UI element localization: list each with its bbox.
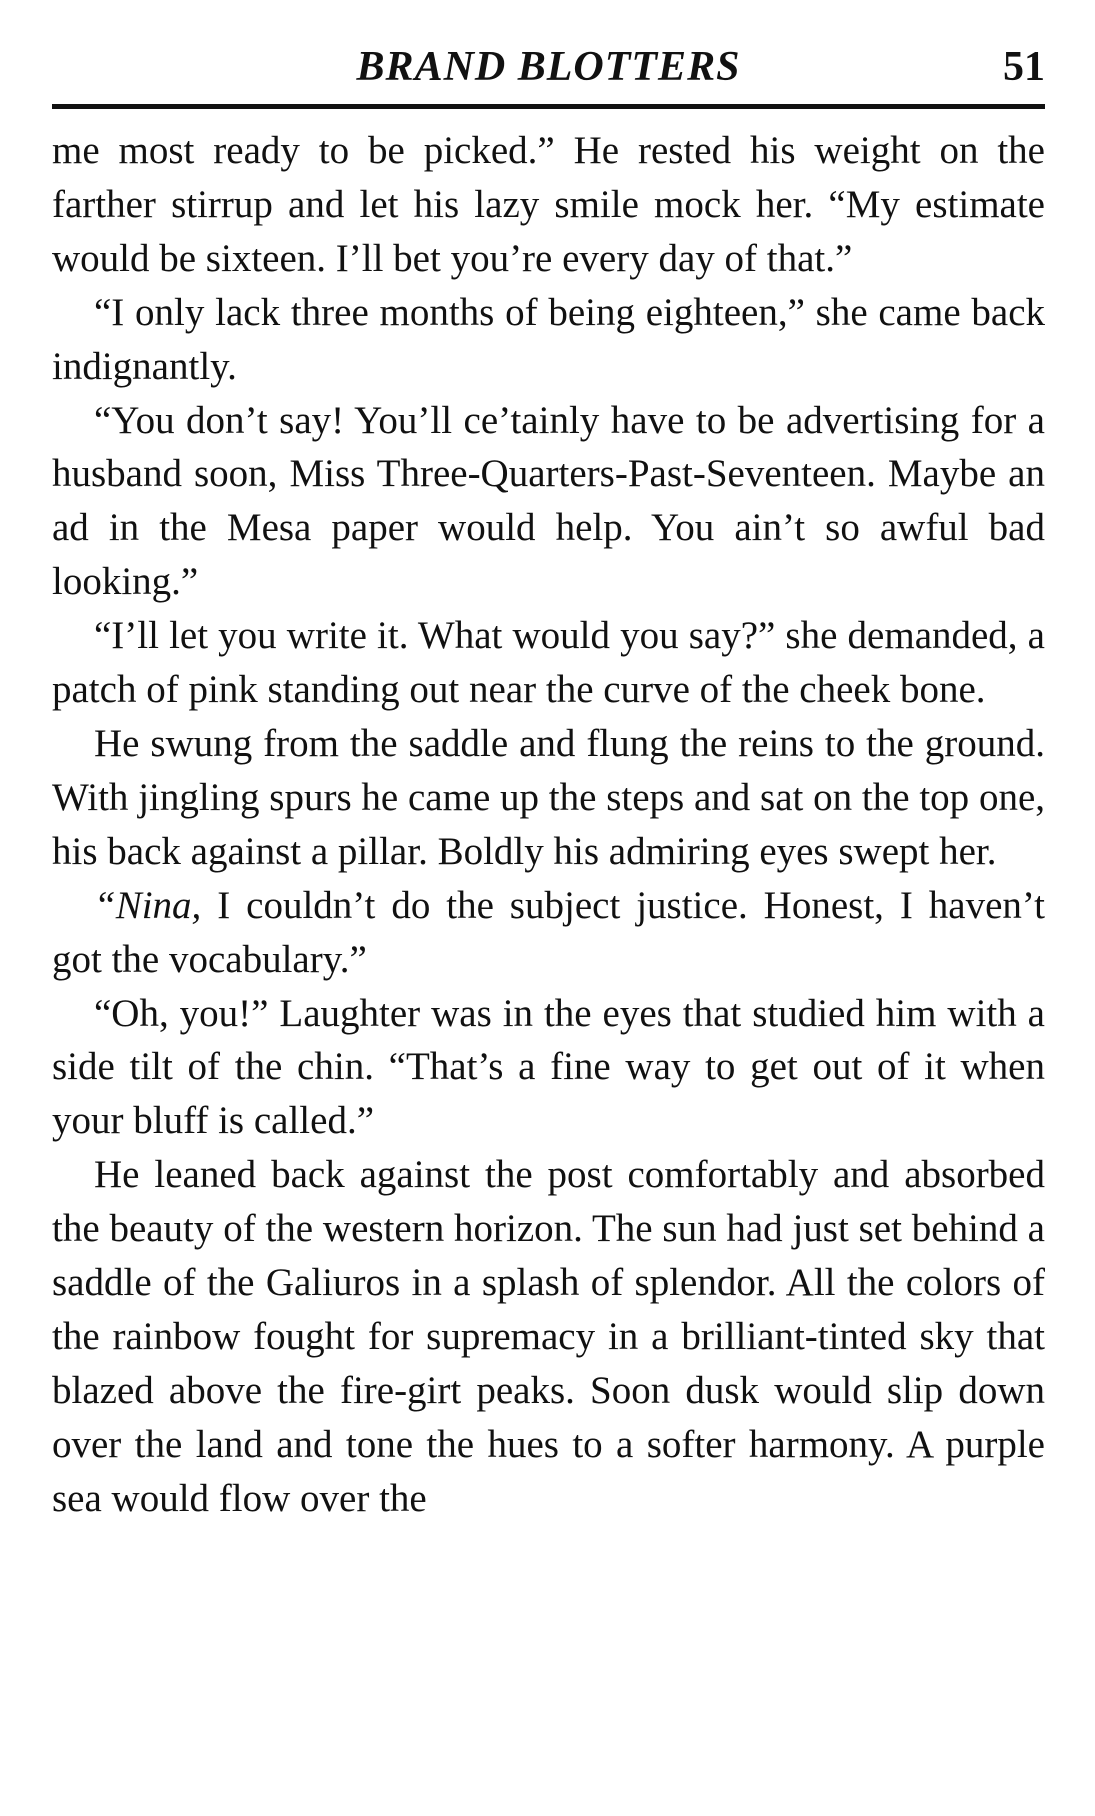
paragraph-text: “Oh, you!” Laughter was in the eyes that studied him with a side tilt of the chin. “That’s a fine way to get out of it when your bluff is called.” [52, 991, 1045, 1143]
page-number: 51 [1003, 44, 1045, 90]
book-page [52, 40, 1045, 1520]
paragraph-1 [52, 124, 1045, 286]
header-rule [52, 104, 1045, 109]
paragraph-text: He leaned back against the post comfortably and absorbed the beauty of the western horizon. The sun had just set behind a saddle of the Galiuros in a splash of splendor. All the colors of the rainbow fought for supremacy in a brilliant-tinted sky that blazed above the fire-girt peaks. Soon dusk would slip down over the land and tone the hues to a softer harmony. A purple sea would flow over the [52, 1153, 1045, 1520]
paragraph-italic-text: “Nina, [94, 883, 202, 927]
page-body [52, 124, 1045, 1526]
paragraph-4 [52, 609, 1045, 717]
paragraph-text: He swung from the saddle and flung the reins to the ground. With jingling spurs he came up the steps and sat on the top one, his back against a pillar. Boldly his admiring eyes swept her. [52, 721, 1045, 873]
paragraph-3 [52, 394, 1045, 610]
running-title: BRAND BLOTTERS [356, 44, 741, 90]
paragraph-7 [52, 987, 1045, 1149]
paragraph-text: I couldn’t do the subject justice. Honest, I haven’t got the vocabulary.” [52, 883, 1045, 981]
paragraph-text: “I only lack three months of being eighteen,” she came back indignantly. [52, 290, 1045, 388]
paragraph-2 [52, 286, 1045, 394]
paragraph-8 [52, 1148, 1045, 1525]
paragraph-5 [52, 717, 1045, 879]
page-header [52, 40, 1045, 102]
paragraph-text: “I’ll let you write it. What would you say?” she demanded, a patch of pink standing out near the curve of the cheek bone. [52, 614, 1045, 712]
paragraph-text: “You don’t say! You’ll ce’tainly have to be advertising for a husband soon, Miss Three-Quarters-Past-Seventeen. Maybe an ad in the Mesa paper would help. You ain’t so awful bad looking.” [52, 398, 1045, 604]
paragraph-6 [52, 879, 1045, 987]
paragraph-text: me most ready to be picked.” He rested his weight on the farther stirrup and let his lazy smile mock her. “My estimate would be sixteen. I’ll bet you’re every day of that.” [52, 129, 1045, 280]
